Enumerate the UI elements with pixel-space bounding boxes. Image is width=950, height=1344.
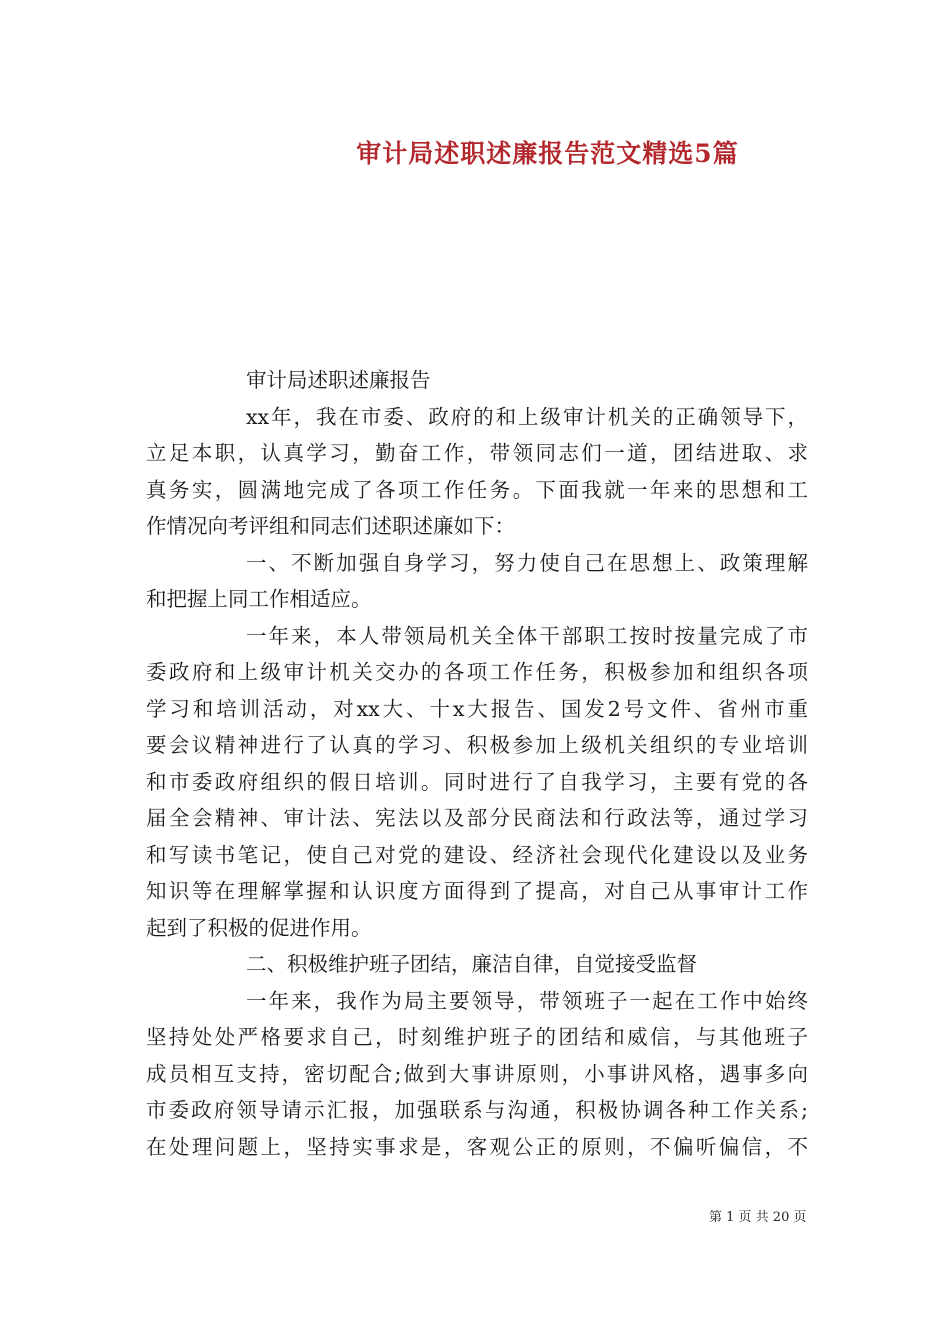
document-body xyxy=(146,362,808,1165)
body-line: 委政府和上级审计机关交办的各项工作任务，积极参加和组织各项 xyxy=(146,660,808,684)
body-line: 立足本职，认真学习，勤奋工作，带领同志们一道，团结进取、求 xyxy=(146,441,808,465)
body-line: 成员相互支持，密切配合;做到大事讲原则，小事讲风格，遇事多向 xyxy=(146,1061,808,1086)
body-line: 起到了积极的促进作用。 xyxy=(146,915,372,940)
body-line: 一年来，我作为局主要领导，带领班子一起在工作中始终 xyxy=(246,988,808,1013)
body-line: 和写读书笔记，使自己对党的建设、经济社会现代化建设以及业务 xyxy=(146,842,808,867)
body-line: 真务实，圆满地完成了各项工作任务。下面我就一年来的思想和工 xyxy=(146,477,808,502)
body-line: 要会议精神进行了认真的学习、积极参加上级机关组织的专业培训 xyxy=(146,733,808,757)
body-line: 和市委政府组织的假日培训。同时进行了自我学习，主要有党的各 xyxy=(146,769,808,794)
document-title: 审计局述职述廉报告范文精选5篇 xyxy=(356,139,739,168)
body-line: 作情况向考评组和同志们述职述廉如下： xyxy=(146,514,515,538)
body-line: 在处理问题上，坚持实事求是，客观公正的原则，不偏听偏信，不 xyxy=(146,1134,808,1159)
body-line: 一、不断加强自身学习，努力使自己在思想上、政策理解 xyxy=(246,550,808,575)
body-line: xx年，我在市委、政府的和上级审计机关的正确领导下， xyxy=(246,404,808,429)
body-line: 二、积极维护班子团结，廉洁自律，自觉接受监督 xyxy=(246,952,697,976)
body-line: 学习和培训活动，对xx大、十x大报告、国发2号文件、省州市重 xyxy=(146,696,808,721)
body-line: 届全会精神、审计法、宪法以及部分民商法和行政法等，通过学习 xyxy=(146,806,808,830)
body-line: 坚持处处严格要求自己，时刻维护班子的团结和威信，与其他班子 xyxy=(146,1025,808,1049)
body-line: 一年来，本人带领局机关全体干部职工按时按量完成了市 xyxy=(246,623,808,648)
body-line: 和把握上同工作相适应。 xyxy=(146,587,372,611)
page-number: 第 1 页 共 20 页 xyxy=(709,1210,807,1225)
body-line: 审计局述职述廉报告 xyxy=(246,368,431,392)
body-line: 知识等在理解掌握和认识度方面得到了提高，对自己从事审计工作 xyxy=(146,879,808,903)
body-line: 市委政府领导请示汇报，加强联系与沟通，积极协调各种工作关系; xyxy=(146,1098,808,1122)
